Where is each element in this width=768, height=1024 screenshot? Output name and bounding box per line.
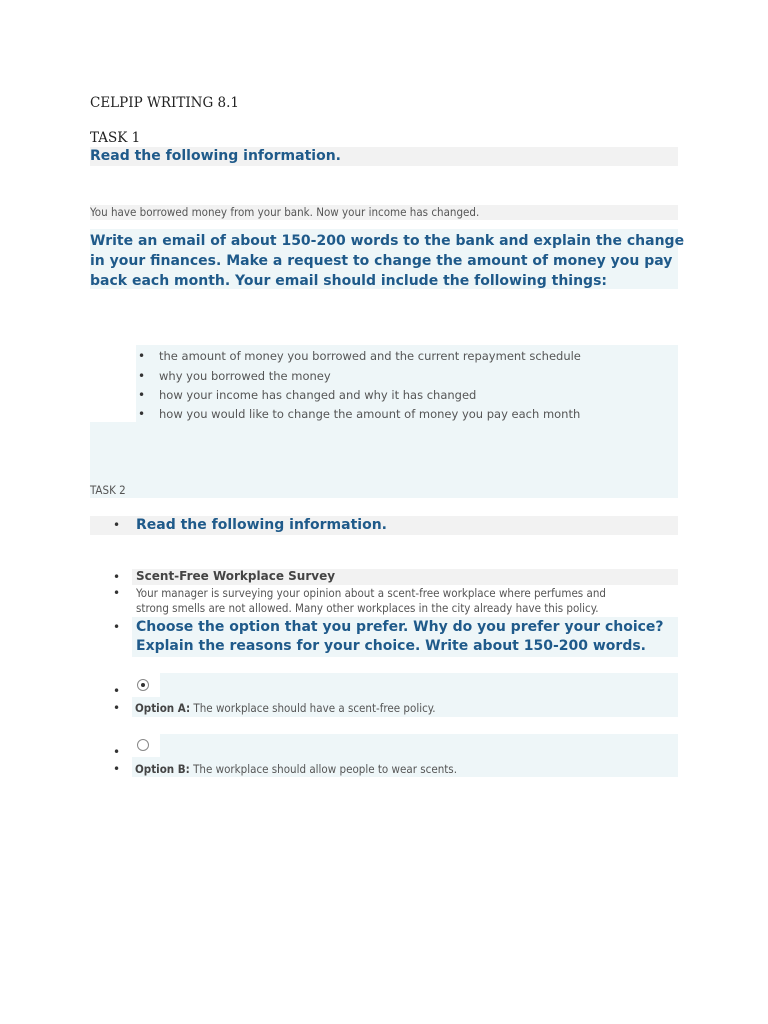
list-item: how your income has changed and why it has changed [159, 388, 477, 402]
task1-read-heading: Read the following information. [90, 148, 341, 164]
task2-instruction [136, 618, 664, 656]
bullet-icon: • [113, 570, 121, 584]
option-b-radio[interactable] [137, 739, 149, 751]
bullet-icon: • [113, 762, 121, 776]
bullet-icon: • [113, 518, 121, 532]
bullet-icon: • [113, 586, 121, 600]
task2-read-heading: Read the following information. [136, 517, 387, 533]
bullet-icon: • [113, 701, 121, 715]
task2-label: TASK 2 [90, 483, 126, 497]
task1-info-text: You have borrowed money from your bank. Now your income has changed. [90, 205, 480, 219]
task1-lower-band [90, 422, 678, 498]
survey-text-line: Your manager is surveying your opinion about a scent-free workplace where perfumes and [136, 586, 606, 600]
task2-survey-title: Scent-Free Workplace Survey [136, 569, 336, 583]
option-a-label: Option A: [135, 701, 191, 715]
option-a[interactable] [135, 701, 436, 715]
task1-instruction-line: Write an email of about 150-200 words to the bank and explain the change [90, 233, 685, 249]
task1-instruction-line: in your finances. Make a request to change the amount of money you pay [90, 253, 673, 269]
list-item: the amount of money you borrowed and the current repayment schedule [159, 349, 581, 363]
option-b-label: Option B: [135, 762, 190, 776]
task2-survey-text [136, 586, 606, 616]
bullet-icon: • [113, 684, 121, 698]
task1-instruction [90, 231, 684, 291]
bullet-icon: • [113, 620, 121, 634]
option-a-radio[interactable] [137, 679, 149, 691]
bullet-icon: • [113, 745, 121, 759]
task2-instruction-line: Explain the reasons for your choice. Write about 150-200 words. [136, 638, 646, 654]
task1-instruction-line: back each month. Your email should include the following things: [90, 273, 608, 289]
task1-label: TASK 1 [90, 130, 141, 146]
option-a-text: The workplace should have a scent-free policy. [193, 701, 436, 715]
document-title: CELPIP WRITING 8.1 [90, 95, 240, 111]
option-b-text: The workplace should allow people to wear scents. [193, 762, 457, 776]
list-item: why you borrowed the money [159, 369, 331, 383]
bullet-icon: • [138, 369, 146, 383]
option-b[interactable] [135, 762, 457, 776]
bullet-icon: • [138, 407, 146, 421]
bullet-icon: • [138, 388, 146, 402]
bullet-icon: • [138, 349, 146, 363]
list-item: how you would like to change the amount of money you pay each month [159, 407, 581, 421]
survey-text-line: strong smells are not allowed. Many other workplaces in the city already have this policy. [136, 601, 599, 615]
task2-instruction-line: Choose the option that you prefer. Why do you prefer your choice? [136, 619, 664, 635]
